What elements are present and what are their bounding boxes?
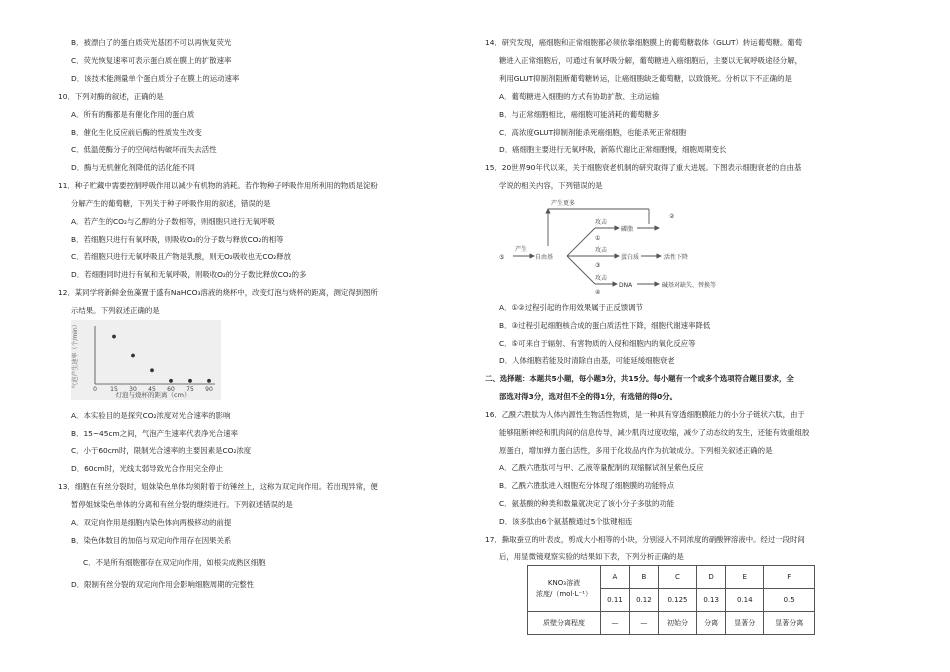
q10-option-b: B．催化生化反应前后酶的性质发生改变 [71,128,202,137]
q16-option-a: A．乙酰六胜肽可与甲、乙液等量配制的双缩脲试剂呈紫色反应 [499,463,704,472]
q15-option-b: B．③过程引起细胞核合成的蛋白质活性下降，细胞代谢速率降低 [499,321,711,330]
q12-stem-2: 示结果。下列叙述正确的是 [71,306,160,315]
q14-option-d: D．癌细胞主要进行无氧呼吸，新陈代谢比正常细胞慢，细胞周期变长 [499,145,727,154]
table-value: 0.13 [697,589,726,612]
diagram-num-3: ③ [595,262,601,269]
q13-option-d: D．限制有丝分裂的双定向作用会影响细胞周期的完整性 [71,580,255,589]
diagram-lipid: 磷脂 [621,226,634,233]
q10-option-c: C．低温使酶分子的空间结构破坏而失去活性 [71,145,217,154]
q9-option-d: D．该技术能测量单个蛋白质分子在膜上的运动速率 [71,74,240,83]
table-col-f: F [764,566,815,589]
q11-stem-2: 分解产生的葡萄糖，下列关于种子呼吸作用的叙述，错误的是 [71,199,271,208]
table-value: 0.11 [601,589,630,612]
diagram-num-2: ② [669,213,675,220]
diagram-attack-3: 攻击 [595,275,608,282]
branch-lower [567,256,595,284]
table-col-d: D [697,566,726,589]
q15-option-c: C．⑤可来自于辐射、有害物质的入侵和细胞内的氧化反应等 [499,339,696,348]
table-row-label: 质壁分离程度 [528,612,601,635]
diagram-mutation: 碱基对缺失、替换等 [662,282,717,289]
diagram-num-4: ④ [595,289,601,296]
q10-option-a: A．所有的酶都是有催化作用的蛋白质 [71,110,195,119]
q17-stem-1: 17．撕取蚕豆的叶表皮，剪成大小相等的小块，分别浸入不同浓度的硝酸钾溶液中。经过一段时间 [485,535,805,544]
q13-stem-2: 暂停姐妹染色单体的分离和有丝分裂的继续进行。下列叙述错误的是 [71,500,293,509]
table-header-line-2: 浓度/（mol·L⁻¹） [535,589,593,598]
q11-stem-1: 11．种子贮藏中需要控制呼吸作用以减少有机物的消耗。若作物种子呼吸作用所利用的物质是淀粉 [58,181,378,190]
table-value: 0.5 [764,589,815,612]
q15-stem-1: 15．20世界90年代以来，关于细胞衰老机制的研究取得了重大进展。下图表示细胞衰老的自由基 [485,163,802,172]
q13-option-a: A．双定向作用是细胞内染色体向两极移动的前提 [71,518,232,527]
x-tick-label: 60 [167,386,175,393]
q14-option-b: B．与正常细胞相比，癌细胞可能消耗的葡萄糖多 [499,110,660,119]
q13-option-c: C．不是所有细胞都存在双定向作用，如根尖成熟区细胞 [83,558,266,567]
q14-stem-3: 利用GLUT抑制剂阻断葡萄糖转运，让癌细胞缺乏葡萄糖，以致饿死。分析以下不正确的是 [499,74,792,83]
q14-stem-2: 糖进入正常细胞后，可通过有氧呼吸分解，葡萄糖进入癌细胞后，主要以无氧呼吸途径分解， [499,56,803,65]
q15-stem-2: 学说的相关内容，下列错误的是 [499,181,603,190]
q16-option-b: B．乙酰六胜肽进入细胞充分体现了细胞膜的功能特点 [499,481,675,490]
table-row [528,612,815,635]
q13-option-b: B．染色体数目的加倍与双定向作用存在因果关系 [71,536,232,545]
diagram-num-5: ⑤ [499,254,505,261]
table-header-line-1: KNO₃溶液 [547,579,581,587]
table-result: 显著分 [726,612,764,635]
data-point [188,379,192,383]
diagram-free-radical: 自由基 [535,254,554,261]
x-tick-label: 15 [110,386,118,393]
q17-stem-2: 后，用显微镜观察实验的结果如下表，下列分析正确的是 [499,552,684,561]
data-point [207,379,211,383]
q9-option-b: B．被漂白了的蛋白质荧光基团不可以再恢复荧光 [71,38,232,47]
q12-option-a: A．本实验目的是探究CO₂浓度对光合速率的影响 [71,411,231,420]
diagram-protein: 蛋白质 [621,254,640,261]
data-point [150,368,154,372]
q11-option-c: C．若细胞只进行无氧呼吸且产物是乳酸，则无O₂吸收也无CO₂释放 [71,252,292,261]
q12-option-c: C．小于60cm时，限制光合速率的主要因素是CO₂浓度 [71,446,252,455]
x-tick-label: 30 [129,386,137,393]
diagram-attack-1: 攻击 [595,219,608,226]
table-value: 0.125 [658,589,696,612]
data-point [112,335,116,339]
table-row [528,566,815,589]
table-result: 显著分离 [764,612,815,635]
table-result: 分离 [697,612,726,635]
q15-option-a: A．①②过程引起的作用效果属于正反馈调节 [499,303,643,312]
x-axis-label: 灯泡与烧杯的距离（cm） [115,391,191,399]
table-header-cell [528,566,601,612]
x-tick-label: 0 [93,386,97,393]
table-value: 0.12 [629,589,658,612]
table-result: — [601,612,630,635]
diagram-num-1: ① [595,235,601,242]
diagram-dna: DNA [619,282,633,289]
q11-option-d: D．若细胞同时进行有氧和无氧呼吸，则吸收O₂的分子数比释放CO₂的多 [71,270,307,279]
q16-stem-1: 16．乙酰六胜肽为人体内源性生物活性物质，是一种具有穿透细胞膜能力的小分子链状六肽，由于 [485,410,805,419]
q14-stem-1: 14．研究发现，癌细胞和正常细胞都必须依靠细胞膜上的葡萄糖载体（GLUT）转运葡萄糖。葡萄 [485,38,803,47]
free-radical-aging-diagram [499,196,749,296]
q13-stem-1: 13．细胞在有丝分裂时，姐妹染色单体均须附着于纺锤丝上，这称为双定向作用。若出现异常，便 [58,482,378,491]
data-point [169,379,173,383]
y-axis-label: 气泡产生速率（个/min） [72,321,79,389]
q11-option-b: B．若细胞只进行有氧呼吸，则吸收O₂的分子数与释放CO₂的相等 [71,235,284,244]
q16-option-c: C．氨基酸的种类和数量就决定了该小分子多肽的功能 [499,499,675,508]
diagram-produce: 产生 [515,246,528,253]
kno3-results-table [527,565,815,635]
q10-option-d: D．酶与无机催化剂降低的活化能不同 [71,163,195,172]
q16-option-d: D．该多肽由6个氨基酸通过5个肽键相连 [499,517,633,526]
q12-stem-1: 12．某同学将新鲜金鱼藻置于盛有NaHCO₃溶液的烧杯中，改变灯泡与烧杯的距离，测定得到图所 [58,288,378,297]
table-value: 0.14 [726,589,764,612]
section-2-heading: 二、选择题：本题共5小题，每小题3分，共15分。每小题有一个或多个选项符合题目要求，全 [485,374,794,383]
data-point [131,354,135,358]
diagram-attack-2: 攻击 [595,247,608,254]
q16-stem-2: 能够阻断神经和肌肉间的信息传导，减少肌肉过度收缩，减少了动态纹的发生，还能有效重组胶 [499,428,810,437]
x-tick-label: 75 [186,386,194,393]
table-col-a: A [601,566,630,589]
table-result: 初始分 [658,612,696,635]
q12-option-d: D．60cm时，光线太弱导致光合作用完全停止 [71,464,224,473]
light-distance-scatter-chart [71,320,221,400]
section-2-heading-2: 部选对得3分，选对但不全的得1分，有选错的得0分。 [499,392,678,401]
q15-option-d: D．人体细胞若能及时清除自由基，可能延缓细胞衰老 [499,356,675,365]
branch-upper [567,228,595,256]
x-tick-label: 45 [148,386,156,393]
q10-stem: 10．下列对酶的叙述，正确的是 [58,92,164,101]
table-col-e: E [726,566,764,589]
q12-option-b: B．15~45cm之间，气泡产生速率代表净光合速率 [71,429,238,438]
table-col-b: B [629,566,658,589]
diagram-activity-down: 活性下降 [664,254,689,261]
diagram-produce-more: 产生更多 [551,200,576,207]
table-result: — [629,612,658,635]
q16-stem-3: 原蛋白，增加弹力蛋白活性，多用于化妆品内作为抗皱成分。下列相关叙述正确的是 [499,446,773,455]
table-col-c: C [658,566,696,589]
q14-option-c: C．高浓度GLUT抑制剂能杀死癌细胞，也能杀死正常细胞 [499,128,687,137]
q11-option-a: A．若产生的CO₂与乙醇的分子数相等，则细胞只进行无氧呼吸 [71,217,275,226]
q14-option-a: A．葡萄糖进入细胞的方式有协助扩散、主动运输 [499,92,660,101]
x-tick-label: 90 [205,386,213,393]
q9-option-c: C．荧光恢复速率可表示蛋白质在膜上的扩散速率 [71,56,232,65]
